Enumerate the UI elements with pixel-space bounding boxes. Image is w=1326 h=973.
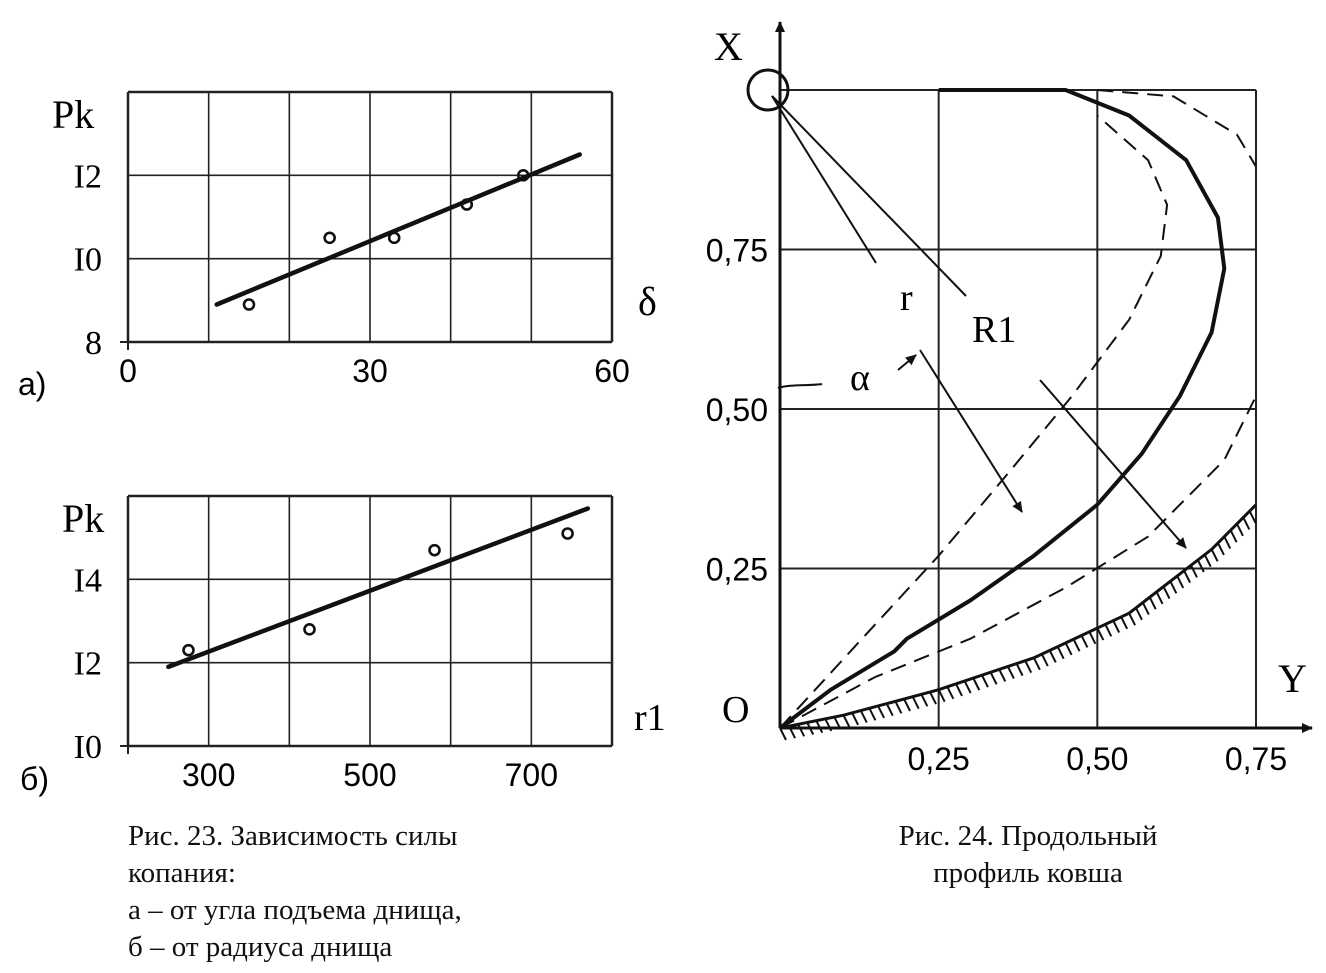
- ground-hatch: [982, 675, 988, 687]
- ground-hatch: [1205, 555, 1211, 567]
- ground-hatch: [947, 687, 953, 699]
- profile-grid: [780, 90, 1256, 728]
- ground-hatch: [1157, 592, 1163, 604]
- radius-R1-upper-line: [772, 96, 966, 296]
- ground-hatch: [1129, 613, 1135, 625]
- ground-hatch: [904, 699, 910, 711]
- figure-24-caption: [838, 818, 1218, 892]
- ground-hatch: [965, 681, 971, 693]
- radius-R1-arrow: [1040, 380, 1186, 548]
- ground-hatch: [869, 708, 875, 720]
- ground-hatch: [1089, 632, 1095, 644]
- chart-b-y-tick-label: I0: [73, 729, 102, 766]
- ground-hatch: [878, 706, 884, 718]
- figure-23-caption-line-4: б – от радиуса днища: [128, 931, 393, 963]
- ground-hatch: [1017, 664, 1023, 676]
- ground-hatch: [1198, 560, 1204, 572]
- profile-y-tick-label: 0,25: [907, 741, 970, 777]
- chart-b-y-tick-label: I2: [73, 645, 102, 683]
- chart-b-ticks: [74, 562, 558, 793]
- chart-a-data-point: [325, 233, 335, 243]
- ground-hatch: [1121, 617, 1127, 629]
- ground-hatch: [1025, 661, 1031, 673]
- chart-a-x-tick-label: 0: [119, 353, 137, 389]
- chart-a-x-tick-label: 30: [352, 353, 388, 389]
- ground-hatch: [1150, 597, 1156, 609]
- ground-hatch: [1143, 603, 1149, 615]
- ground-hatch: [999, 669, 1005, 681]
- chart-a-trend-line: [217, 155, 580, 305]
- ground-hatch: [895, 701, 901, 713]
- ground-hatch: [956, 684, 962, 696]
- figure-24-caption-line-2: профиль ковша: [933, 857, 1123, 889]
- annotation-r: r: [900, 277, 913, 319]
- origin-label: O: [722, 689, 750, 731]
- ground-hatch: [861, 711, 867, 723]
- radius-r-arrow: [920, 350, 1022, 512]
- ground-hatch: [1250, 511, 1256, 523]
- profile-y-tick-label: 0,50: [1066, 741, 1129, 777]
- ground-hatch: [1113, 621, 1119, 633]
- ground-hatch: [1034, 658, 1040, 670]
- ground-hatch: [1136, 608, 1142, 620]
- chart-a-x-tick-label: 60: [594, 353, 630, 389]
- ground-hatch: [1237, 524, 1243, 536]
- ground-hatch: [843, 715, 849, 727]
- ground-hatch: [921, 694, 927, 706]
- chart-a-y-tick-label: 8: [85, 325, 102, 362]
- chart-a: [18, 92, 657, 402]
- ground-hatch: [1224, 537, 1230, 549]
- profile-y-tick-label: 0,75: [1224, 741, 1288, 777]
- ground-hatch: [1050, 650, 1056, 662]
- chart-a-ticks: [74, 158, 630, 389]
- chart-a-panel-label: а): [18, 366, 47, 402]
- ground-hatch: [973, 678, 979, 690]
- chart-a-y-axis-label: Pk: [52, 92, 95, 137]
- ground-hatch: [1008, 667, 1014, 679]
- ground-hatch: [887, 704, 893, 716]
- chart-b-data-point: [430, 545, 440, 555]
- chart-b-data-point: [184, 645, 194, 655]
- ground-hatch: [780, 728, 786, 740]
- ground-hatch: [1163, 587, 1169, 599]
- figure-23-caption-line-1: Рис. 23. Зависимость силы: [128, 820, 458, 852]
- ground-hatch: [930, 692, 936, 704]
- ground-hatch: [991, 672, 997, 684]
- chart-b-x-axis-label: r1: [634, 697, 666, 739]
- chart-b-x-tick-label: 700: [504, 757, 559, 793]
- ground-hatch: [1081, 635, 1087, 647]
- ground-hatch: [1058, 647, 1064, 659]
- ground-hatch: [1105, 624, 1111, 636]
- alpha-pointer: [898, 355, 916, 370]
- ground-hatch: [1191, 565, 1197, 577]
- chart-a-y-tick-label: I2: [73, 158, 102, 196]
- ground-curve: [780, 505, 1256, 728]
- ground-hatch: [852, 713, 858, 725]
- figure-23-caption: [128, 818, 462, 966]
- profile-x-tick-label: 0,25: [705, 551, 768, 588]
- chart-b-panel-label: б): [20, 761, 49, 797]
- ground-hatch: [1074, 639, 1080, 651]
- radius-r-upper-line: [772, 96, 876, 263]
- chart-a-data-point: [244, 300, 254, 310]
- ground-hatch: [1212, 549, 1218, 561]
- chart-a-x-axis-label: δ: [638, 279, 657, 324]
- chart-a-y-tick-label: I0: [73, 241, 102, 279]
- ground-hatch: [1066, 643, 1072, 655]
- chart-bucket-profile: [706, 22, 1312, 777]
- ground-hatch: [1042, 654, 1048, 666]
- figure-23-caption-line-3: а – от угла подъема днища,: [128, 894, 462, 926]
- chart-b-grid: [120, 496, 612, 754]
- chart-a-grid: [120, 92, 612, 350]
- figure-24-caption-line-1: Рис. 24. Продольный: [898, 820, 1158, 852]
- chart-b-y-tick-label: I4: [73, 562, 102, 600]
- chart-b: [20, 496, 666, 797]
- ground-hatch: [1243, 517, 1249, 529]
- chart-b-data-point: [305, 624, 315, 634]
- profile-x-tick-label: 0,75: [705, 232, 768, 269]
- ground-hatch: [1184, 571, 1190, 583]
- ground-hatch: [1177, 576, 1183, 588]
- chart-b-series: [168, 509, 587, 667]
- profile-y-axis-label: Y: [1278, 656, 1307, 701]
- ground-hatch: [1218, 543, 1224, 555]
- ground-hatch: [798, 724, 804, 736]
- annotation-R1: R1: [972, 309, 1017, 351]
- profile-series: [780, 90, 1256, 740]
- annotation-alpha: α: [850, 357, 870, 399]
- chart-b-y-axis-label: Pk: [62, 496, 105, 541]
- figure-23-caption-line-2: копания:: [128, 857, 236, 889]
- ground-hatch: [1231, 530, 1237, 542]
- chart-b-x-tick-label: 500: [343, 757, 397, 793]
- profile-x-axis-label: X: [714, 24, 743, 69]
- chart-b-trend-line: [168, 509, 587, 667]
- ground-hatch: [913, 697, 919, 709]
- chart-b-x-tick-label: 300: [181, 757, 236, 793]
- profile-x-tick-label: 0,50: [705, 392, 768, 428]
- ground-hatch: [1170, 581, 1176, 593]
- alpha-arc: [778, 384, 822, 388]
- chart-a-series: [217, 155, 580, 310]
- chart-b-data-point: [563, 529, 573, 539]
